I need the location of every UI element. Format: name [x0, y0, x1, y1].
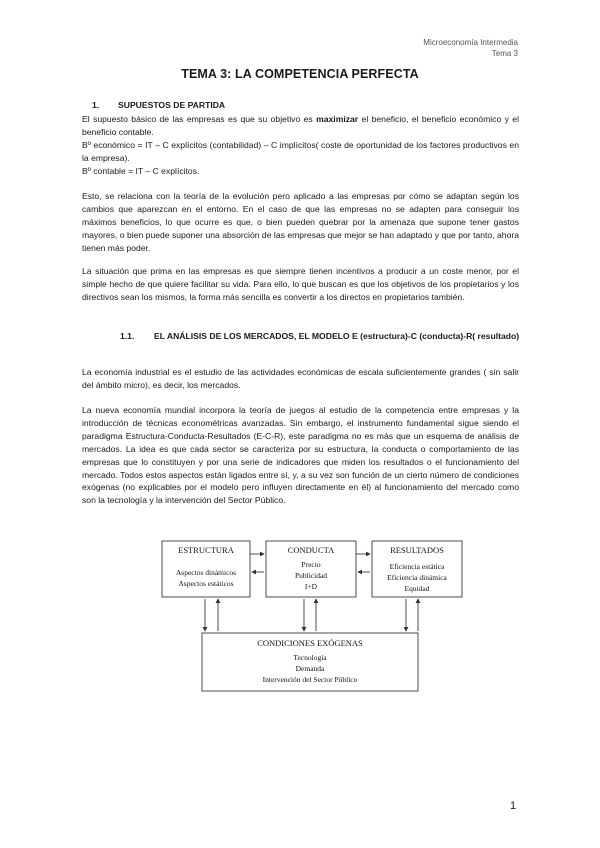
conducta-item: I+D — [304, 582, 318, 591]
subsection-title: EL ANÁLISIS DE LOS MERCADOS, EL MODELO E (estructura)-C (conducta)-R( resultado) — [154, 331, 520, 341]
page-title: TEMA 3: LA COMPETENCIA PERFECTA — [181, 67, 419, 81]
header-course: Microeconomía Intermedia — [423, 38, 518, 47]
resultados-title: RESULTADOS — [390, 545, 444, 555]
section-number: 1. — [92, 100, 100, 110]
paragraph-ecr-paradigm: La nueva economía mundial incorpora la teoría de juegos al estudio de la competencia entre empresas y la introducción de técnicas econométricas avanzadas. Sin embargo, el instrumento fundamental sigue siendo el paradigma Estructura-Conducta-Resultados (E-C-R), este paradigma no es más que un esquema de análisis de mercados. La idea es que cada sector se caracteriza por su estructura, la conducta o comportamiento de las empresas que lo constituyen y por una serie de indicadores que miden los resultados o el funcionamiento del mercado. Todos estos aspectos están ligados entre sí, y, a su vez son función de un cierto número de condiciones exógenas (no explicables por el modelo pero influyen directamente en él) al funcionamiento del mercado como son la tecnología y la intervención del Sector Público. — [82, 405, 519, 506]
resultados-item: Eficiencia dinámica — [387, 573, 447, 582]
estructura-item: Aspectos estáticos — [178, 579, 234, 588]
para1-text: El supuesto básico de las empresas es que su objetivo es — [82, 114, 317, 124]
conducta-item: Precio — [301, 560, 321, 569]
resultados-item: Equidad — [404, 584, 430, 593]
maximizar-emphasis: maximizar — [316, 114, 359, 124]
exogenas-item: Intervención del Sector Público — [262, 675, 358, 684]
formula-economic-profit: Bº económico = IT – C explícitos (contabilidad) – C implícitos( coste de oportunidad de los factores productivos en la empresa). — [82, 139, 519, 163]
estructura-title: ESTRUCTURA — [178, 545, 234, 555]
paragraph-incentives: La situación que prima en las empresas es que siempre tienen incentivos a producir a un coste menor, por el simple hecho de que quiere facilitar su vida. Para ello, lo que buscan es que los objetivos de los propietarios y los directivos sean los mismos, la forma más sencilla es convertir a los directos en propietarios también. — [82, 266, 519, 302]
conducta-item: Publicidad — [294, 571, 328, 580]
exogenas-title: CONDICIONES EXÓGENAS — [257, 638, 363, 648]
paragraph-evolution: Esto, se relaciona con la teoría de la evolución pero aplicado a las empresas por cómo se adaptan según los cambios que aparezcan en el entorno. En el caso de que las empresas no se adapten para conseguir los máximos beneficios, lo que ocurre es que, o bien pueden quebrar por la amenaza que supone tener gastos mayores, o bien puede suponer una absorción de las empresas que mejor se han adaptado y que por tanto, ahora tienen más poder. — [82, 191, 519, 253]
exogenas-item: Demanda — [295, 664, 325, 673]
subsection-number: 1.1. — [120, 331, 135, 341]
section-title: SUPUESTOS DE PARTIDA — [118, 100, 226, 110]
formula-accounting-profit: Bº contable = IT – C explícitos. — [82, 165, 200, 176]
estructura-item: Aspectos dinámicos — [175, 568, 237, 577]
resultados-item: Eficiencia estática — [389, 562, 445, 571]
paragraph-industrial-economics: La economía industrial es el estudio de las actividades económicas de escala suficientemente grandes ( sin salir del ámbito micro), es decir, los mercados. — [82, 367, 519, 390]
page-number: 1 — [510, 800, 517, 812]
conducta-title: CONDUCTA — [287, 545, 335, 555]
exogenas-item: Tecnología — [293, 653, 327, 662]
para1-text-end: el beneficio, el beneficio económico y el beneficio contable. — [82, 114, 519, 137]
header-topic: Tema 3 — [491, 49, 518, 58]
